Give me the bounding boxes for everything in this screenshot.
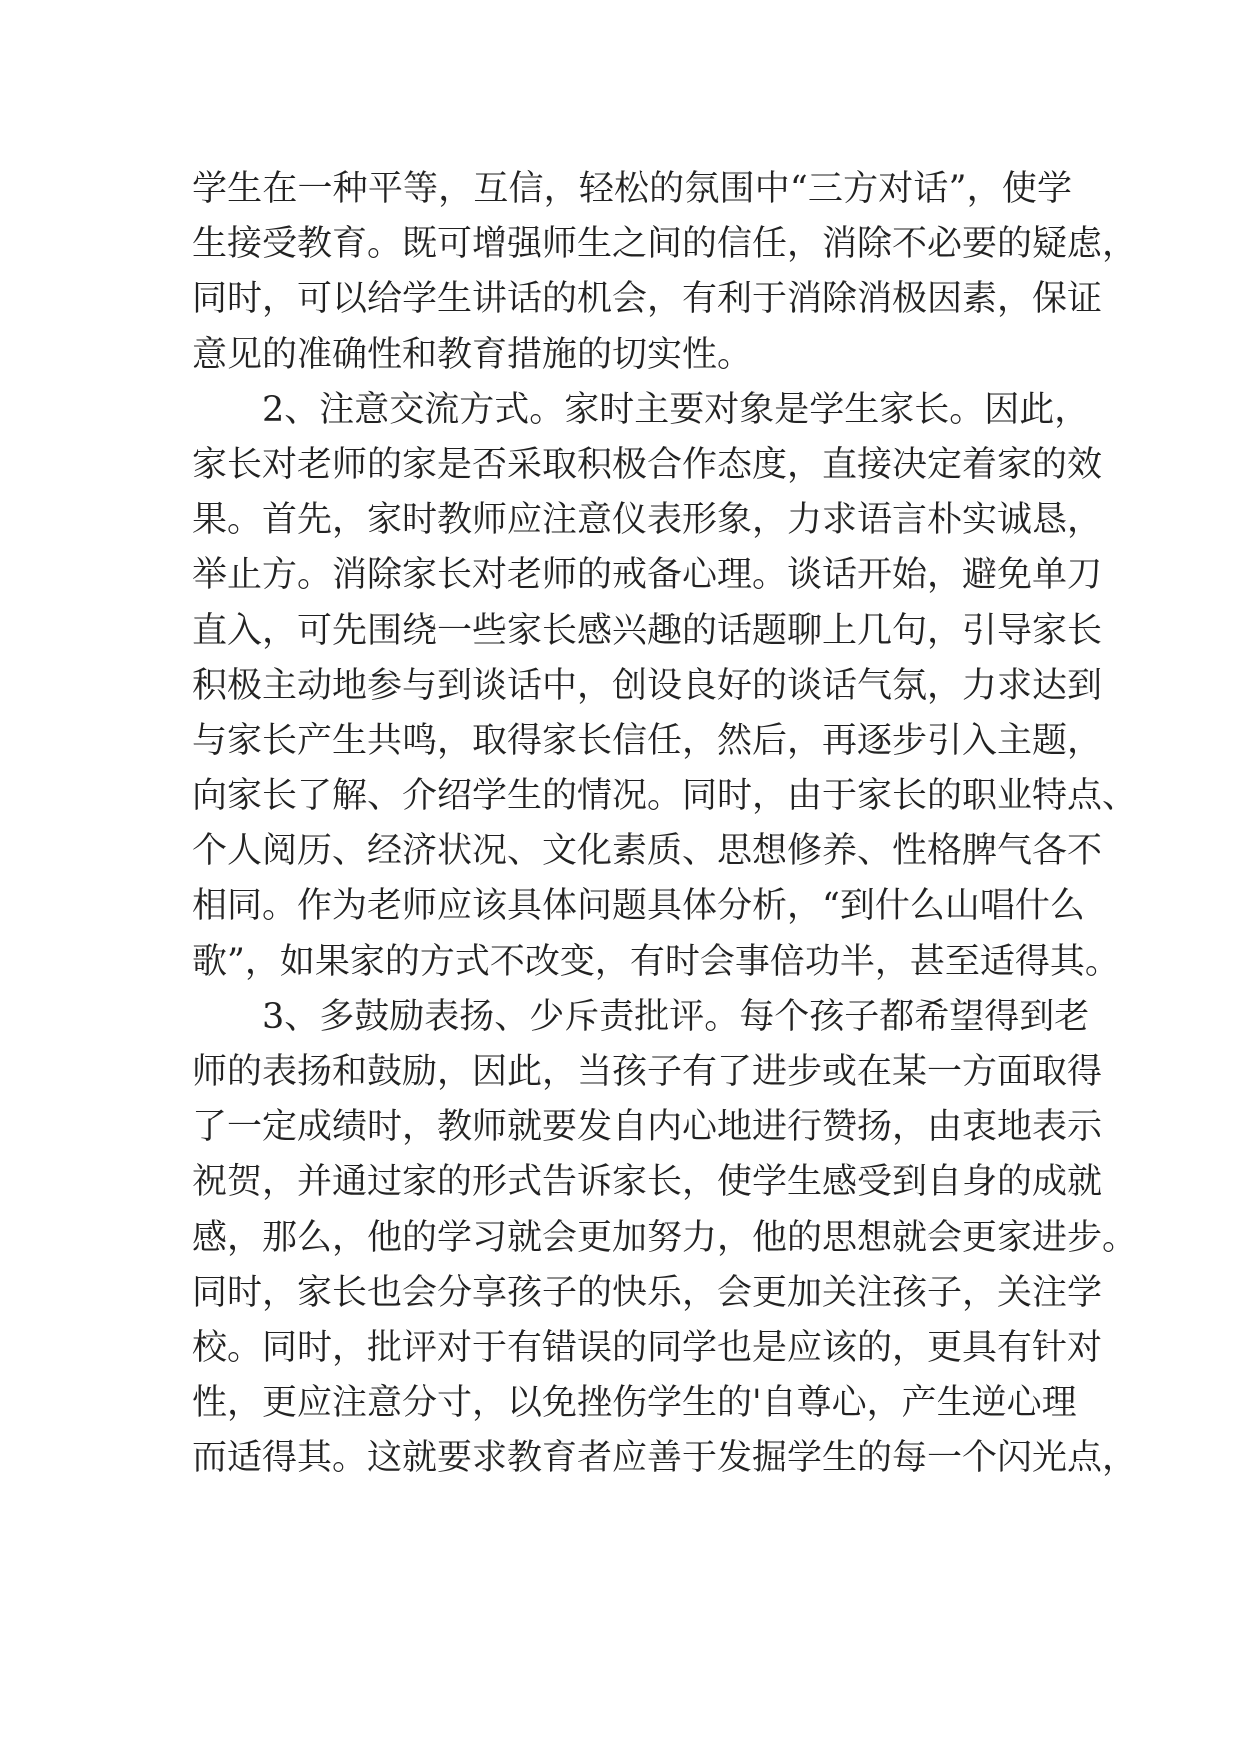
text-line: 同时，可以给学生讲话的机会，有利于消除消极因素，保证 bbox=[192, 279, 1103, 320]
text-line: 3、多鼓励表扬、少斥责批评。每个孩子都希望得到老 bbox=[262, 996, 1090, 1037]
text-line: 积极主动地参与到谈话中，创设良好的谈话气氛，力求达到 bbox=[192, 665, 1103, 706]
text-line: 与家长产生共鸣，取得家长信任，然后，再逐步引入主题， bbox=[192, 720, 1103, 761]
text-line: 而适得其。这就要求教育者应善于发掘学生的每一个闪光点， bbox=[192, 1438, 1138, 1479]
body-text bbox=[192, 162, 1138, 1487]
text-line: 学生在一种平等，互信，轻松的氛围中“三方对话”，使学 bbox=[192, 169, 1072, 209]
text-line: 歌”，如果家的方式不改变，有时会事倍功半，甚至适得其。 bbox=[192, 941, 1120, 982]
text-line: 个人阅历、经济状况、文化素质、思想修养、性格脾气各不 bbox=[192, 831, 1103, 872]
text-line: 举止方。消除家长对老师的戒备心理。谈话开始，避免单刀 bbox=[192, 555, 1103, 596]
text-line: 感，那么，他的学习就会更加努力，他的思想就会更家进步。 bbox=[192, 1217, 1138, 1258]
text-line: 生接受教育。既可增强师生之间的信任，消除不必要的疑虑， bbox=[192, 224, 1138, 265]
text-line: 相同。作为老师应该具体问题具体分析，“到什么山唱什么 bbox=[192, 886, 1085, 927]
text-line: 同时，家长也会分享孩子的快乐，会更加关注孩子，关注学 bbox=[192, 1272, 1103, 1313]
text-line: 意见的准确性和教育措施的切实性。 bbox=[192, 334, 753, 375]
text-line: 2、注意交流方式。家时主要对象是学生家长。因此， bbox=[262, 389, 1090, 430]
text-line: 校。同时，批评对于有错误的同学也是应该的，更具有针对 bbox=[192, 1327, 1103, 1368]
text-line: 了一定成绩时，教师就要发自内心地进行赞扬，由衷地表示 bbox=[192, 1107, 1103, 1148]
text-line: 家长对老师的家是否采取积极合作态度，直接决定着家的效 bbox=[192, 444, 1103, 485]
text-line: 向家长了解、介绍学生的情况。同时，由于家长的职业特点、 bbox=[192, 776, 1138, 817]
text-line: 果。首先，家时教师应注意仪表形象，力求语言朴实诚恳， bbox=[192, 500, 1103, 541]
text-line: 性，更应注意分寸，以免挫伤学生的'自尊心，产生逆心理 bbox=[192, 1383, 1077, 1424]
text-line: 师的表扬和鼓励，因此，当孩子有了进步或在某一方面取得 bbox=[192, 1052, 1103, 1092]
text-line: 祝贺，并通过家的形式告诉家长，使学生感受到自身的成就 bbox=[192, 1162, 1103, 1203]
text-line: 直入，可先围绕一些家长感兴趣的话题聊上几句，引导家长 bbox=[192, 610, 1103, 651]
